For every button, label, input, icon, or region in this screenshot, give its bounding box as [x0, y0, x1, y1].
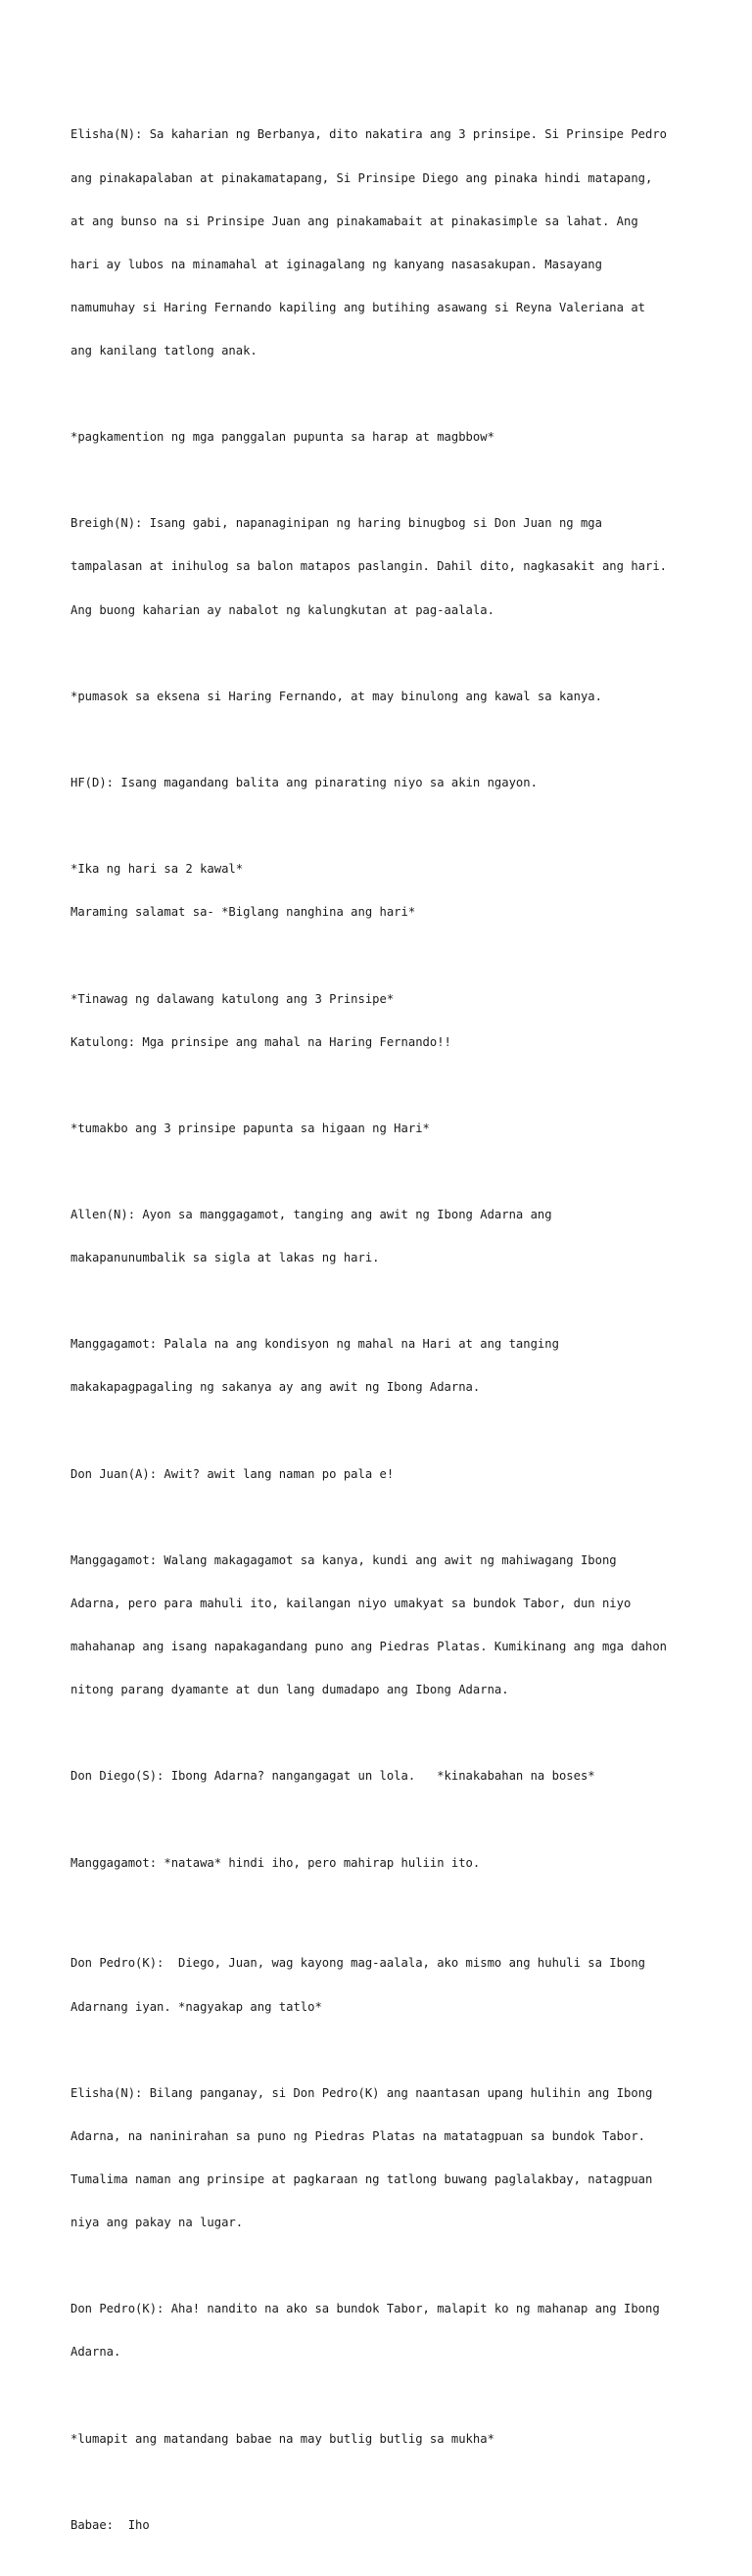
- text-line: ang kanilang tatlong anak.: [70, 343, 258, 358]
- text-line: at ang bunso na si Prinsipe Juan ang pinakamabait at pinakasimple sa lahat. Ang: [70, 214, 638, 228]
- text-line: niya ang pakay na lugar.: [70, 2216, 244, 2230]
- text-line: *tumakbo ang 3 prinsipe papunta sa higaan ng Hari*: [70, 1121, 430, 1135]
- paragraph-stage-direction: [70, 2403, 736, 2475]
- text-line: Adarnang iyan. *nagyakap ang tatlo*: [70, 1999, 322, 2014]
- paragraph-dialogue-don-diego: [70, 1741, 736, 1813]
- text-line: Don Juan(A): Awit? awit lang naman po pala e!: [70, 1466, 395, 1481]
- text-line: Don Pedro(K): Aha! nandito na ako sa bundok Tabor, malapit ko ng mahanap ang Ibong: [70, 2302, 660, 2316]
- text-line: Maraming salamat sa- *Biglang nanghina ang hari*: [70, 905, 416, 920]
- paragraph-stage-direction: [70, 402, 736, 474]
- paragraph-narration-elisha: [70, 99, 736, 387]
- text-line: HF(D): Isang magandang balita ang pinarating niyo sa akin ngayon.: [70, 775, 538, 789]
- text-line: Katulong: Mga prinsipe ang mahal na Haring Fernando!!: [70, 1034, 451, 1049]
- paragraph-dialogue-don-juan: [70, 1438, 736, 1510]
- paragraph-dialogue-don-pedro: [70, 1928, 736, 2043]
- paragraph-dialogue-manggagamot: [70, 1309, 736, 1424]
- text-line: makakapagpagaling ng sakanya ay ang awit ng Ibong Adarna.: [70, 1380, 481, 1395]
- text-line: Elisha(N): Sa kaharian ng Berbanya, dito nakatira ang 3 prinsipe. Si Prinsipe Pedro: [70, 127, 668, 142]
- paragraph-dialogue-manggagamot: [70, 1827, 736, 1899]
- text-line: Tumalima naman ang prinsipe at pagkaraan ng tatlong buwang paglalakbay, natagpuan: [70, 2172, 653, 2187]
- text-line: Adarna, pero para mahuli ito, kailangan niyo umakyat sa bundok Tabor, dun niyo: [70, 1596, 632, 1610]
- text-line: tampalasan at inihulog sa balon matapos paslangin. Dahil dito, nagkasakit ang hari.: [70, 559, 668, 574]
- paragraph-stage-direction: [70, 660, 736, 733]
- text-line: Manggagamot: *natawa* hindi iho, pero mahirap huliin ito.: [70, 1855, 481, 1870]
- document-page: [70, 99, 736, 2576]
- text-line: ang pinakapalaban at pinakamatapang, Si Prinsipe Diego ang pinaka hindi matapang,: [70, 170, 653, 185]
- text-line: makapanunumbalik sa sigla at lakas ng hari.: [70, 1251, 380, 1265]
- text-line: mahahanap ang isang napakagandang puno ang Piedras Platas. Kumikinang ang mga dahon: [70, 1640, 668, 1654]
- text-line: Adarna.: [70, 2345, 121, 2360]
- text-line: Don Pedro(K): Diego, Juan, wag kayong mag-aalala, ako mismo ang huhuli sa Ibong: [70, 1956, 645, 1971]
- paragraph-narration-allen: [70, 1179, 736, 1295]
- paragraph-dialogue-babae: [70, 2489, 736, 2561]
- paragraph-stage-direction: [70, 963, 736, 1078]
- text-line: Manggagamot: Walang makagagamot sa kanya, kundi ang awit ng mahiwagang Ibong: [70, 1552, 617, 1567]
- text-line: *lumapit ang matandang babae na may butlig butlig sa mukha*: [70, 2431, 494, 2446]
- paragraph-dialogue-hf: [70, 747, 736, 820]
- text-line: *Tinawag ng dalawang katulong ang 3 Prinsipe*: [70, 991, 395, 1006]
- text-line: namumuhay si Haring Fernando kapiling ang butihing asawang si Reyna Valeriana at: [70, 300, 645, 314]
- text-line: *Ika ng hari sa 2 kawal*: [70, 862, 244, 877]
- text-line: Adarna, na naninirahan sa puno ng Piedras Platas na matatagpuan sa bundok Tabor.: [70, 2128, 645, 2143]
- text-line: Elisha(N): Bilang panganay, si Don Pedro(K) ang naantasan upang hulihin ang Ibong: [70, 2085, 653, 2100]
- text-line: Don Diego(S): Ibong Adarna? nangangagat un lola. *kinakabahan na boses*: [70, 1769, 595, 1784]
- text-line: Manggagamot: Palala na ang kondisyon ng mahal na Hari at ang tanging: [70, 1337, 559, 1352]
- paragraph-narration-breigh: [70, 488, 736, 646]
- text-line: *pumasok sa eksena si Haring Fernando, at may binulong ang kawal sa kanya.: [70, 689, 602, 703]
- paragraph-dialogue-don-pedro: [70, 2273, 736, 2389]
- text-line: *pagkamention ng mga panggalan pupunta sa harap at magbbow*: [70, 430, 494, 445]
- text-line: hari ay lubos na minamahal at iginagalang ng kanyang nasasakupan. Masayang: [70, 257, 602, 271]
- text-line: Ang buong kaharian ay nabalot ng kalungkutan at pag-aalala.: [70, 602, 494, 617]
- text-line: Breigh(N): Isang gabi, napanaginipan ng haring binugbog si Don Juan ng mga: [70, 516, 602, 531]
- text-line: Babae: Iho: [70, 2517, 150, 2532]
- paragraph-narration-elisha: [70, 2057, 736, 2259]
- text-line: Allen(N): Ayon sa manggagamot, tanging ang awit ng Ibong Adarna ang: [70, 1208, 552, 1222]
- text-line: nitong parang dyamante at dun lang dumadapo ang Ibong Adarna.: [70, 1683, 509, 1697]
- paragraph-stage-direction: [70, 1092, 736, 1165]
- paragraph-stage-direction: [70, 834, 736, 949]
- paragraph-dialogue-manggagamot: [70, 1524, 736, 1726]
